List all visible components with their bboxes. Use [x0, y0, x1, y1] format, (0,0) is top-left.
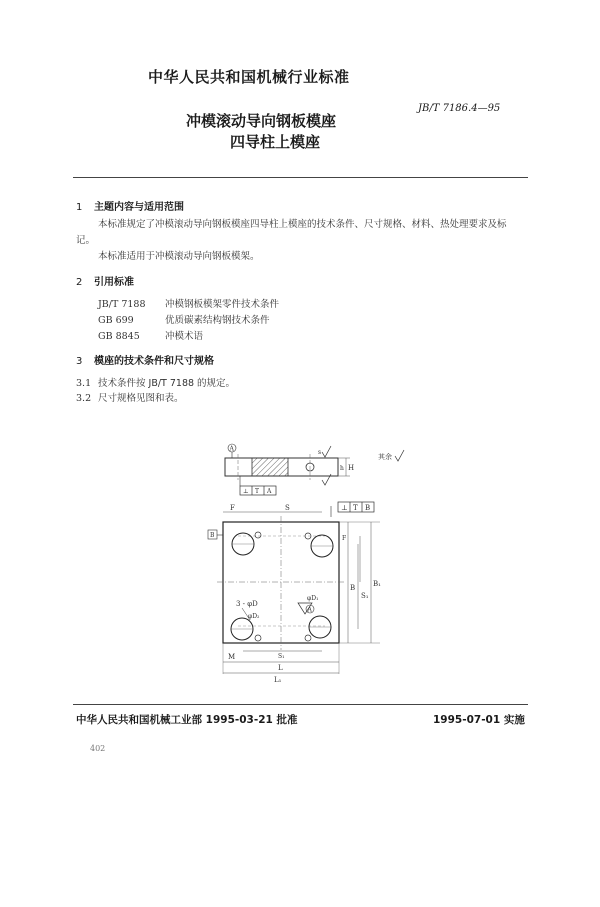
- clause-3-1: [76, 375, 235, 389]
- frame-datum-bottom: A: [267, 488, 272, 495]
- dimension-F-right: F: [342, 535, 347, 542]
- datum-b: B: [210, 532, 215, 539]
- reference-code: GB 8845: [98, 331, 140, 342]
- standard-code: JB/T 7186.4—95: [418, 103, 501, 114]
- section-3-number: 3: [76, 356, 83, 367]
- reference-item: [98, 312, 270, 326]
- dimension-B: B: [350, 584, 356, 592]
- datum-a-plan: A: [307, 606, 312, 614]
- dimension-L: L: [278, 664, 283, 672]
- issuing-organization: 中华人民共和国机械行业标准: [148, 68, 350, 86]
- clause-text: 尺寸规格见图和表。: [98, 393, 184, 404]
- document-title-line2: 四导柱上模座: [230, 133, 321, 151]
- dimension-M: M: [228, 653, 236, 661]
- datum-a-top: A: [229, 445, 234, 453]
- clause-number: 3.2: [76, 393, 92, 404]
- dimension-H: H: [348, 464, 355, 472]
- frame-tolerance-bottom: T: [255, 488, 260, 495]
- section-3-title: 模座的技术条件和尺寸规格: [94, 356, 214, 367]
- section-3-heading: [76, 352, 214, 367]
- section-1-para2: 本标准适用于冲模滚动导向钢板模架。: [98, 251, 260, 262]
- dimension-S1-right: S₁: [361, 592, 369, 600]
- dimension-h: h: [340, 465, 344, 472]
- approval-note: 中华人民共和国机械工业部 1995-03-21 批准: [76, 714, 298, 726]
- section-2-number: 2: [76, 277, 83, 288]
- clause-3-2: [76, 390, 184, 404]
- dimension-L1: L₁: [274, 676, 282, 684]
- page-number: 402: [90, 744, 106, 753]
- section-1-heading: [76, 198, 184, 213]
- frame-datum: B: [365, 504, 371, 512]
- reference-item: [98, 328, 203, 342]
- roughness-other-label: 其余: [378, 453, 392, 461]
- clause-number: 3.1: [76, 378, 92, 389]
- section-2-title: 引用标准: [94, 277, 134, 288]
- header-divider: [73, 177, 528, 178]
- implementation-date: 1995-07-01 实施: [433, 714, 525, 726]
- dimension-B1: B₁: [373, 580, 381, 588]
- frame-symbol-bottom: ⊥: [243, 488, 249, 495]
- dimension-s: s: [318, 449, 322, 456]
- hole-diameter-d2: φD₂: [248, 613, 260, 620]
- plan-view: [208, 502, 381, 684]
- reference-name: 冲模钢板模架零件技术条件: [165, 299, 280, 310]
- reference-name: 冲模术语: [165, 331, 204, 342]
- frame-symbol: ⊥: [341, 504, 348, 512]
- holes-callout: 3 - φD: [236, 600, 258, 608]
- section-1-number: 1: [76, 202, 83, 213]
- document-title-line1: 冲模滚动导向钢板模座: [186, 112, 337, 130]
- reference-item: [98, 296, 279, 310]
- section-2-heading: [76, 273, 134, 288]
- section-1-title: 主题内容与适用范围: [94, 202, 184, 213]
- dimension-F: F: [230, 504, 235, 512]
- dimension-S: S: [285, 504, 290, 512]
- reference-name: 优质碳素结构钢技术条件: [165, 315, 270, 326]
- section-1-para1-line2: 记。: [76, 235, 96, 246]
- frame-tolerance: T: [353, 504, 358, 512]
- clause-text: 技术条件按 JB/T 7188 的规定。: [98, 378, 236, 389]
- section-1-para1-line1: 本标准规定了冲模滚动导向钢板模座四导柱上模座的技术条件、尺寸规格、材料、热处理要求及标: [98, 219, 507, 230]
- footer-divider: [73, 704, 528, 705]
- section-view: [225, 444, 404, 495]
- hole-diameter-d1: φD₁: [307, 595, 319, 602]
- reference-code: GB 699: [98, 315, 134, 326]
- dimension-S1: S₁: [278, 653, 285, 660]
- reference-code: JB/T 7188: [98, 299, 146, 310]
- die-set-drawing: [190, 440, 420, 685]
